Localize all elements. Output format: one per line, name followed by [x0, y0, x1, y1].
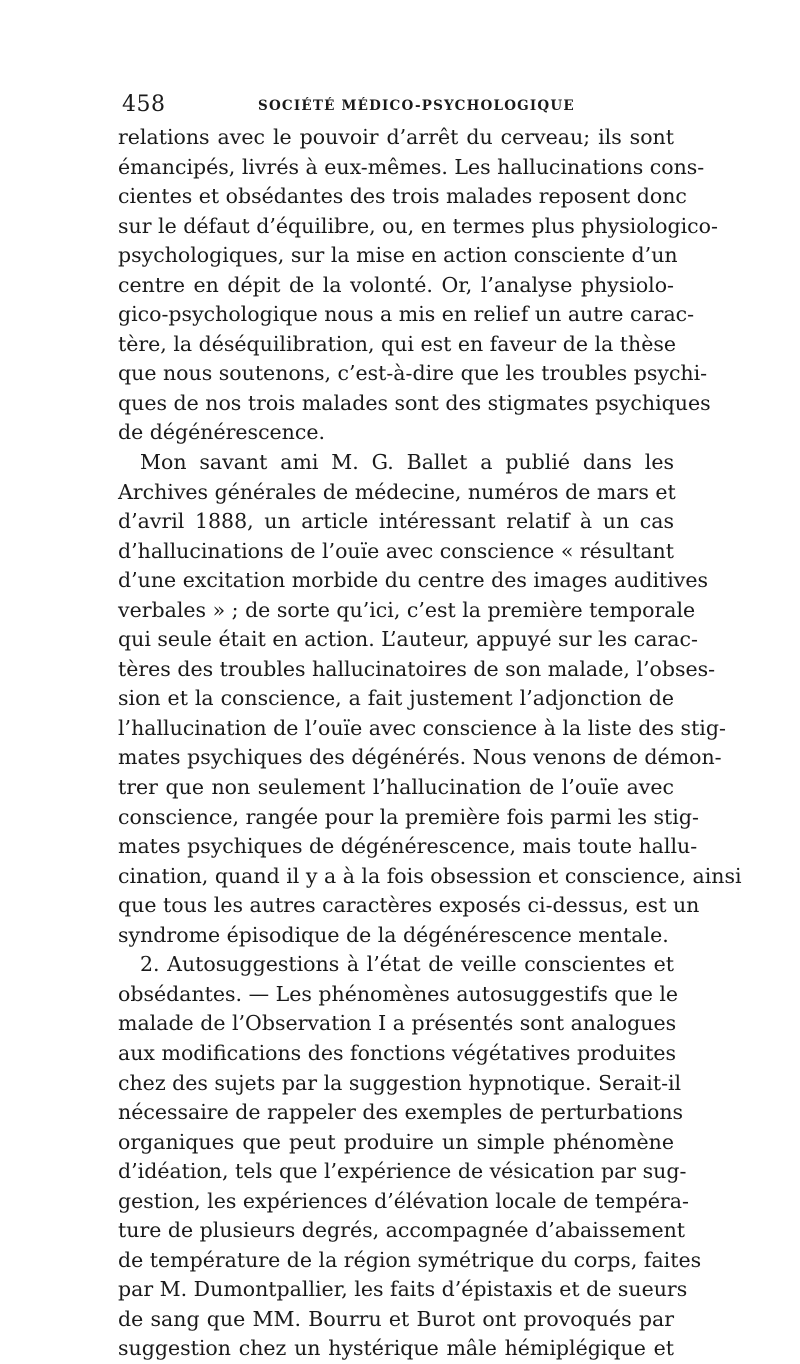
- text-line: qui seule était en action. L’auteur, appuyé sur les carac-: [118, 627, 698, 652]
- text-line: d’hallucinations de l’ouïe avec conscience « résultant: [118, 538, 674, 563]
- text-line: émancipés, livrés à eux-mêmes. Les hallucinations cons-: [118, 154, 705, 179]
- text-line: obsédantes. — Les phénomènes autosuggestifs que le: [118, 981, 679, 1006]
- text-line-journal-title: Archives générales de médecine, numéros de mars et: [118, 479, 676, 504]
- section-heading-line: 2. Autosuggestions à l’état de veille conscientes et: [140, 952, 674, 977]
- text-line: cientes et obsédantes des trois malades reposent donc: [118, 184, 687, 209]
- text-line: suggestion chez un hystérique mâle hémiplégique et: [118, 1336, 674, 1361]
- text-line: d’une excitation morbide du centre des images auditives: [118, 568, 709, 593]
- text-line: tère, la déséquilibration, qui est en faveur de la thèse: [118, 331, 677, 356]
- text-line: trer que non seulement l’hallucination de l’ouïe avec: [118, 775, 674, 800]
- text-line: l’hallucination de l’ouïe avec conscience à la liste des stig-: [118, 715, 726, 740]
- text-line: mates psychiques de dégénérescence, mais toute hallu-: [118, 834, 698, 859]
- text-line: psychologiques, sur la mise en action consciente d’un: [118, 243, 678, 268]
- text-line: gestion, les expériences d’élévation locale de tempéra-: [118, 1188, 689, 1213]
- paragraph-start-line: Mon savant ami M. G. Ballet a publié dans les: [140, 450, 674, 475]
- page-number: 458: [122, 92, 166, 117]
- text-line: ture de plusieurs degrés, accompagnée d’abaissement: [118, 1218, 686, 1243]
- running-title: SOCIÉTÉ MÉDICO-PSYCHOLOGIQUE: [258, 98, 575, 114]
- text-line: sion et la conscience, a fait justement l’adjonction de: [118, 686, 674, 711]
- text-line: chez des sujets par la suggestion hypnotique. Serait-il: [118, 1070, 682, 1095]
- text-line: d’idéation, tels que l’expérience de vésication par sug-: [118, 1159, 687, 1184]
- paragraph-end-line: de dégénérescence.: [118, 420, 326, 445]
- body-text: [118, 123, 742, 1364]
- text-line: que tous les autres caractères exposés ci-dessus, est un: [118, 893, 700, 918]
- text-line: par M. Dumontpallier, les faits d’épistaxis et de sueurs: [118, 1277, 688, 1302]
- text-line: ques de nos trois malades sont des stigmates psychiques: [118, 390, 711, 415]
- text-line: de température de la région symétrique du corps, faites: [118, 1247, 702, 1272]
- text-line: tères des troubles hallucinatoires de son malade, l’obses-: [118, 656, 716, 681]
- text-line: d’avril 1888, un article intéressant relatif à un cas: [118, 509, 674, 534]
- text-line: conscience, rangée pour la première fois parmi les stig-: [118, 804, 699, 829]
- text-line: organiques que peut produire un simple phénomène: [118, 1129, 674, 1154]
- text-line: centre en dépit de la volonté. Or, l’analyse physiolo-: [118, 272, 674, 297]
- paragraph-end-line: syndrome épisodique de la dégénérescence mentale.: [118, 922, 669, 947]
- text-line: mates psychiques des dégénérés. Nous venons de démon-: [118, 745, 722, 770]
- text-line: verbales » ; de sorte qu’ici, c’est la première temporale: [118, 597, 696, 622]
- text-line: relations avec le pouvoir d’arrêt du cerveau; ils sont: [118, 125, 674, 149]
- text-line: que nous soutenons, c’est-à-dire que les troubles psychi-: [118, 361, 708, 386]
- text-line: de sang que MM. Bourru et Burot ont provoqués par: [118, 1306, 674, 1331]
- text-line: nécessaire de rappeler des exemples de perturbations: [118, 1100, 684, 1125]
- text-line: sur le défaut d’équilibre, ou, en termes plus physiologico-: [118, 213, 718, 238]
- text-line: aux modifications des fonctions végétatives produites: [118, 1040, 677, 1065]
- running-header: [118, 92, 674, 122]
- book-page: [118, 92, 742, 1364]
- text-line: malade de l’Observation I a présentés sont analogues: [118, 1011, 677, 1036]
- text-line: cination, quand il y a à la fois obsession et conscience, ainsi: [118, 863, 742, 888]
- text-line: gico-psychologique nous a mis en relief un autre carac-: [118, 302, 695, 327]
